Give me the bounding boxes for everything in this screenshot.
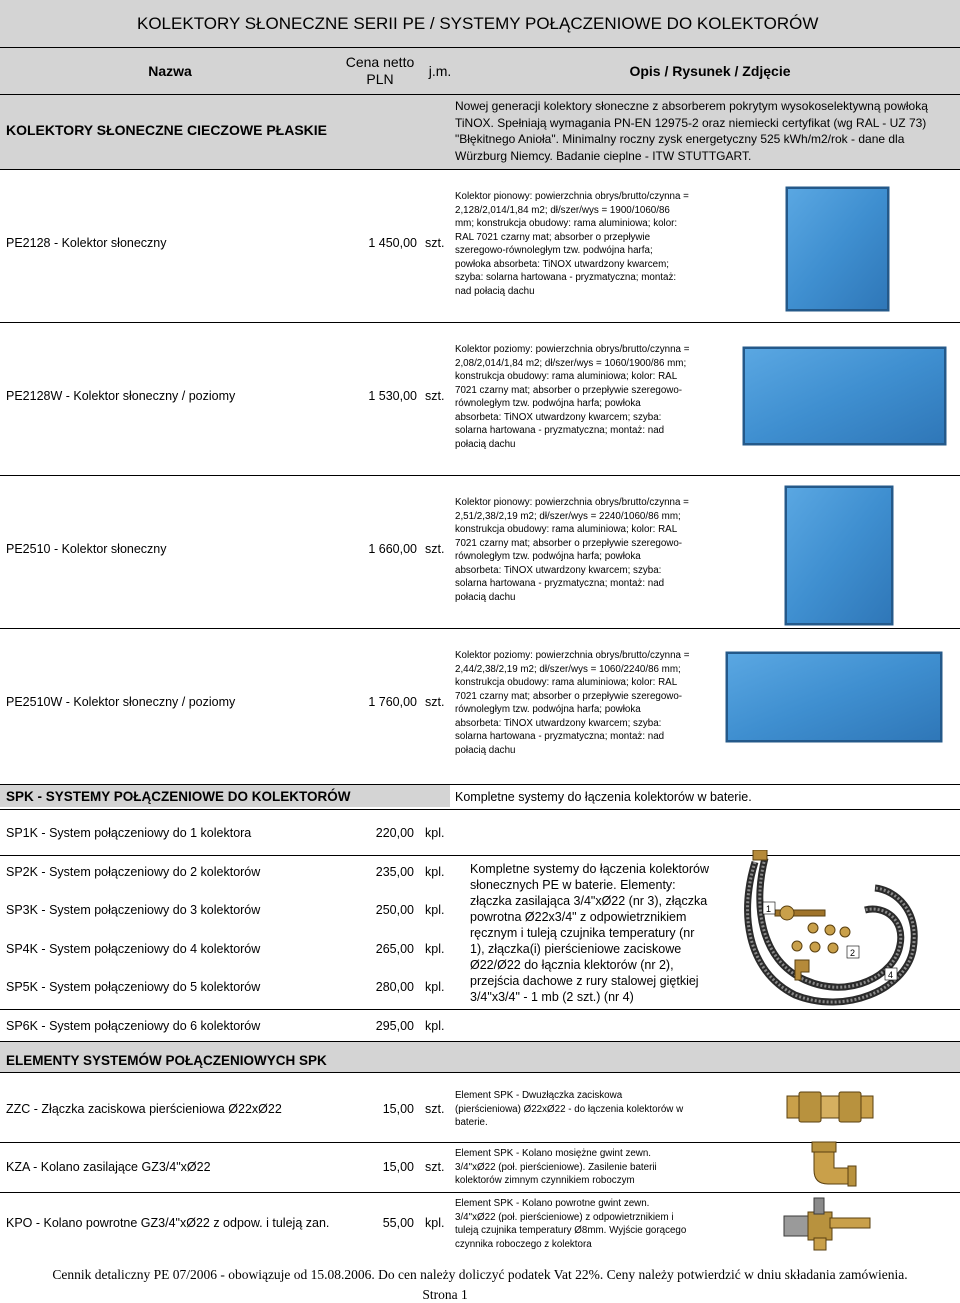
fitting-nut <box>780 906 794 920</box>
photo-label-2: 2 <box>850 948 856 958</box>
description-line: konstrukcja obudowy: rama aluminiowa; kolor: RAL <box>455 677 678 688</box>
spk-item-unit: kpl. <box>425 980 445 994</box>
product-unit: szt. <box>425 236 445 250</box>
description-line: Kolektor pionowy: powierzchnia obrys/brutto/czynna = <box>455 497 689 508</box>
header-desc: Opis / Rysunek / Zdjęcie <box>629 63 791 79</box>
description-line: 7021 czarny mat; absorber o przepływie szeregowo- <box>455 537 683 549</box>
product-description <box>455 343 730 451</box>
element-item-description <box>455 1089 745 1130</box>
product-name: PE2128 - Kolektor słoneczny <box>6 236 167 250</box>
photo-label-4: 4 <box>888 970 894 980</box>
product-price: 1 530,00 <box>368 389 417 403</box>
description-line: kolektorów zimnym czynnikiem roboczym <box>455 1175 635 1186</box>
description-line: 3/4"xØ22 (poł. pierścieniowe). Zasilenie baterii <box>455 1161 657 1173</box>
description-line: szyba: solarna hartowana - pryzmatyczna; montaż: <box>455 272 677 283</box>
page-indicator <box>0 1287 890 1303</box>
document-title: KOLEKTORY SŁONECZNE SERII PE / SYSTEMY POŁĄCZENIOWE DO KOLEKTORÓW <box>137 14 819 33</box>
photo-label-1: 1 <box>766 904 772 914</box>
description-line: RAL 7021 czarny mat; absorber o przepływie <box>455 231 651 243</box>
solar-collector-image <box>742 346 947 446</box>
element-item-price: 55,00 <box>382 1216 414 1230</box>
product-name: PE2128W - Kolektor słoneczny / poziomy <box>6 389 236 403</box>
solar-collector-image <box>784 485 894 626</box>
spk-description-line: 1), złączka(i) pierścieniowe zaciskowe <box>470 942 682 956</box>
column-header-row <box>0 48 960 94</box>
description-line: połacią dachu <box>455 744 516 756</box>
category-name: KOLEKTORY SŁONECZNE CIECZOWE PŁASKIE <box>6 122 327 138</box>
description-line: tuleją czujnika temperatury Ø8mm. Wyjście gorącego <box>455 1225 687 1236</box>
footer-note: Cennik detaliczny PE 07/2006 - obowiązuje od 15.08.2006. Do cen należy doliczyć podatek Vat 22%. Ceny należy potwierdzić w dniu składania zamówienia. <box>52 1267 908 1282</box>
description-line: konstrukcja obudowy: rama aluminiowa; kolor: RAL <box>455 524 678 535</box>
divider <box>0 322 960 323</box>
header-unit: j.m. <box>428 63 452 79</box>
product-unit: szt. <box>425 695 445 709</box>
spk-item-name: SP6K - System połączeniowy do 6 kolektorów <box>6 1019 261 1033</box>
spk-description-line: ręcznym i tuleją czujnika temperatury (nr <box>470 926 695 940</box>
fitting-ring <box>810 942 820 952</box>
description-line: 3/4"xØ22 (poł. pierścieniowe) z odpowietrznikiem i <box>455 1211 674 1223</box>
description-line: 7021 czarny mat; absorber o przepływie szeregowo- <box>455 690 683 702</box>
element-item-name: KPO - Kolano powrotne GZ3/4"xØ22 z odpow. i tuleją zan. <box>6 1216 330 1230</box>
spk-item-unit: kpl. <box>425 826 445 840</box>
divider <box>0 1192 960 1193</box>
description-line: baterie. <box>455 1117 488 1128</box>
element-item-unit: szt. <box>425 1102 445 1116</box>
double-coupling-photo <box>785 1086 875 1128</box>
category-row <box>0 94 960 170</box>
description-line: absorbeta: TiNOX utwardzony kwarcem; szyba: <box>455 411 662 423</box>
element-item-price: 15,00 <box>382 1102 414 1116</box>
element-item-description <box>455 1147 745 1188</box>
description-line: połacią dachu <box>455 438 516 450</box>
element-item-name: ZZC - Złączka zaciskowa pierścieniowa Ø22xØ22 <box>6 1102 282 1116</box>
solar-collector-image <box>785 186 890 312</box>
description-line: Kolektor poziomy: powierzchnia obrys/brutto/czynna = <box>455 344 690 355</box>
connection-system-photo <box>735 850 920 1010</box>
description-line: równoległym tzw. podwójna harfa; powłoka <box>455 551 641 562</box>
product-price: 1 760,00 <box>368 695 417 709</box>
description-line: 2,44/2,38/2,19 m2; dł/szer/wys = 1060/2240/86 mm; <box>455 663 681 675</box>
product-name: PE2510W - Kolektor słoneczny / poziomy <box>6 695 236 709</box>
spk-section-header <box>0 785 450 807</box>
supply-elbow-photo <box>808 1140 858 1190</box>
product-name: PE2510 - Kolektor słoneczny <box>6 542 167 556</box>
description-line: absorbeta: TiNOX utwardzony kwarcem; szyba: <box>455 564 662 576</box>
fitting-ring <box>808 923 818 933</box>
header-price-line2: PLN <box>366 71 394 87</box>
description-line: absorbeta: TiNOX utwardzony kwarcem; szyba: <box>455 717 662 729</box>
product-unit: szt. <box>425 542 445 556</box>
description-line: 7021 czarny mat; absorber o przepływie szeregowo- <box>455 384 683 396</box>
divider <box>0 1072 960 1073</box>
spk-item-unit: kpl. <box>425 865 445 879</box>
element-item-unit: szt. <box>425 1160 445 1174</box>
element-item-name: KZA - Kolano zasilające GZ3/4"xØ22 <box>6 1160 211 1174</box>
fitting-ring <box>840 927 850 937</box>
header-price-line1: Cena netto <box>345 54 415 70</box>
description-line: (pierścieniowa) Ø22xØ22 - do łączenia kolektorów w <box>455 1103 684 1115</box>
spk-item-price: 235,00 <box>375 865 414 879</box>
spk-description-line: powrotna Ø22x3/4" z odpowietrznikiem <box>470 910 687 924</box>
description-line: konstrukcja obudowy: rama aluminiowa; kolor: RAL <box>455 371 678 382</box>
spk-item-price: 265,00 <box>375 942 414 956</box>
page-number: 1 <box>460 1287 468 1302</box>
product-description <box>455 649 730 757</box>
product-unit: szt. <box>425 389 445 403</box>
spk-description-line: złączka zasilająca 3/4"xØ22 (nr 3), złączka <box>470 894 708 908</box>
divider <box>0 809 960 810</box>
description-line: Element SPK - Kolano powrotne gwint zewn. <box>455 1198 650 1209</box>
description-line: połacią dachu <box>455 591 516 603</box>
product-description <box>455 496 730 604</box>
spk-description-line: przejścia dachowe z rury stalowej giętkiej <box>470 974 699 988</box>
spk-description-line: Kompletne systemy do łączenia kolektorów <box>470 862 710 876</box>
page-label: Strona <box>422 1287 458 1302</box>
spk-item-name: SP5K - System połączeniowy do 5 kolektorów <box>6 980 261 994</box>
spk-item-unit: kpl. <box>425 1019 445 1033</box>
element-item-unit: kpl. <box>425 1216 445 1230</box>
header-name: Nazwa <box>148 63 192 79</box>
spk-item-price: 280,00 <box>375 980 414 994</box>
spk-item-price: 220,00 <box>375 826 414 840</box>
product-price: 1 450,00 <box>368 236 417 250</box>
spk-description-line: słonecznych PE w baterie. Elementy: <box>470 878 676 892</box>
spk-item-name: SP1K - System połączeniowy do 1 kolektora <box>6 826 252 840</box>
return-elbow-photo <box>780 1194 880 1254</box>
description-line: 2,51/2,38/2,19 m2; dł/szer/wys = 2240/1060/86 mm; <box>455 510 681 522</box>
spk-description-line: 3/4"x3/4" - 1 mb (2 szt.) (nr 4) <box>470 990 634 1004</box>
divider <box>0 475 960 476</box>
product-description <box>455 190 730 298</box>
flexible-pipe <box>760 858 901 987</box>
solar-collector-image <box>725 651 943 743</box>
description-line: 2,08/2,014/1,84 m2; dł/szer/wys = 1060/1900/86 mm; <box>455 357 687 369</box>
description-line: Kolektor poziomy: powierzchnia obrys/brutto/czynna = <box>455 650 690 661</box>
element-item-price: 15,00 <box>382 1160 414 1174</box>
fitting-ring <box>792 941 802 951</box>
description-line: solarna hartowana - pryzmatyczna; montaż: nad <box>455 578 665 589</box>
document-title-bar <box>0 0 960 48</box>
elements-section-title: ELEMENTY SYSTEMÓW POŁĄCZENIOWYCH SPK <box>6 1053 327 1068</box>
spk-item-name: SP3K - System połączeniowy do 3 kolektorów <box>6 903 261 917</box>
product-price: 1 660,00 <box>368 542 417 556</box>
divider <box>0 628 960 629</box>
spk-item-unit: kpl. <box>425 942 445 956</box>
spk-item-name: SP4K - System połączeniowy do 4 kolektorów <box>6 942 261 956</box>
description-line: czynnika roboczego z kolektora <box>455 1238 592 1250</box>
description-line: Element SPK - Dwuzłączka zaciskowa <box>455 1090 623 1101</box>
description-line: Element SPK - Kolano mosiężne gwint zewn. <box>455 1148 652 1159</box>
description-line: powłoka absorbeta: TiNOX utwardzony kwarcem; <box>455 258 669 270</box>
spk-description-line: Ø22/Ø22 do łącznia klektorów (nr 2), <box>470 958 674 972</box>
description-line: mm; konstrukcja obudowy: rama aluminiowa; kolor: <box>455 218 678 229</box>
elements-section-header <box>0 1042 960 1072</box>
description-line: nad połacią dachu <box>455 285 535 297</box>
description-line: równoległym tzw. podwójna harfa; powłoka <box>455 704 641 715</box>
description-line: 2,128/2,014/1,84 m2; dł/szer/wys = 1900/1060/86 <box>455 204 670 216</box>
description-line: Kolektor pionowy: powierzchnia obrys/brutto/czynna = <box>455 191 689 202</box>
pipe-end-fitting <box>753 850 767 860</box>
header-price <box>340 54 420 88</box>
category-description: Nowej generacji kolektory słoneczne z absorberem pokrytym wysokoselektywną powłoką TiNOX. Spełniają wymagania PN-EN 12975-2 oraz niemiecki certyfikat (wg RAL - UZ 73) "Błękitnego Anioła". Minimalny roczny zysk energetyczny 525 kWh/m2/rok - dane dla Würzburg Niemcy. Badanie cieplne - ITW STUTTGART. <box>455 99 928 163</box>
spk-item-price: 295,00 <box>375 1019 414 1033</box>
description-line: solarna hartowana - pryzmatyczna; montaż: nad <box>455 425 665 436</box>
spk-section-title: SPK - SYSTEMY POŁĄCZENIOWE DO KOLEKTORÓW <box>6 789 351 804</box>
description-line: solarna hartowana - pryzmatyczna; montaż: nad <box>455 731 665 742</box>
spk-section-subtitle: Kompletne systemy do łączenia kolektorów w baterie. <box>455 790 752 804</box>
spk-description <box>470 861 730 1005</box>
spk-item-name: SP2K - System połączeniowy do 2 kolektorów <box>6 865 261 879</box>
fitting-ring <box>825 925 835 935</box>
fitting-ring <box>828 943 838 953</box>
spk-item-price: 250,00 <box>375 903 414 917</box>
spk-item-unit: kpl. <box>425 903 445 917</box>
description-line: szeregowo-równoległym tzw. podwójna harfa; <box>455 245 653 256</box>
element-item-description <box>455 1197 745 1251</box>
description-line: równoległym tzw. podwójna harfa; powłoka <box>455 398 641 409</box>
